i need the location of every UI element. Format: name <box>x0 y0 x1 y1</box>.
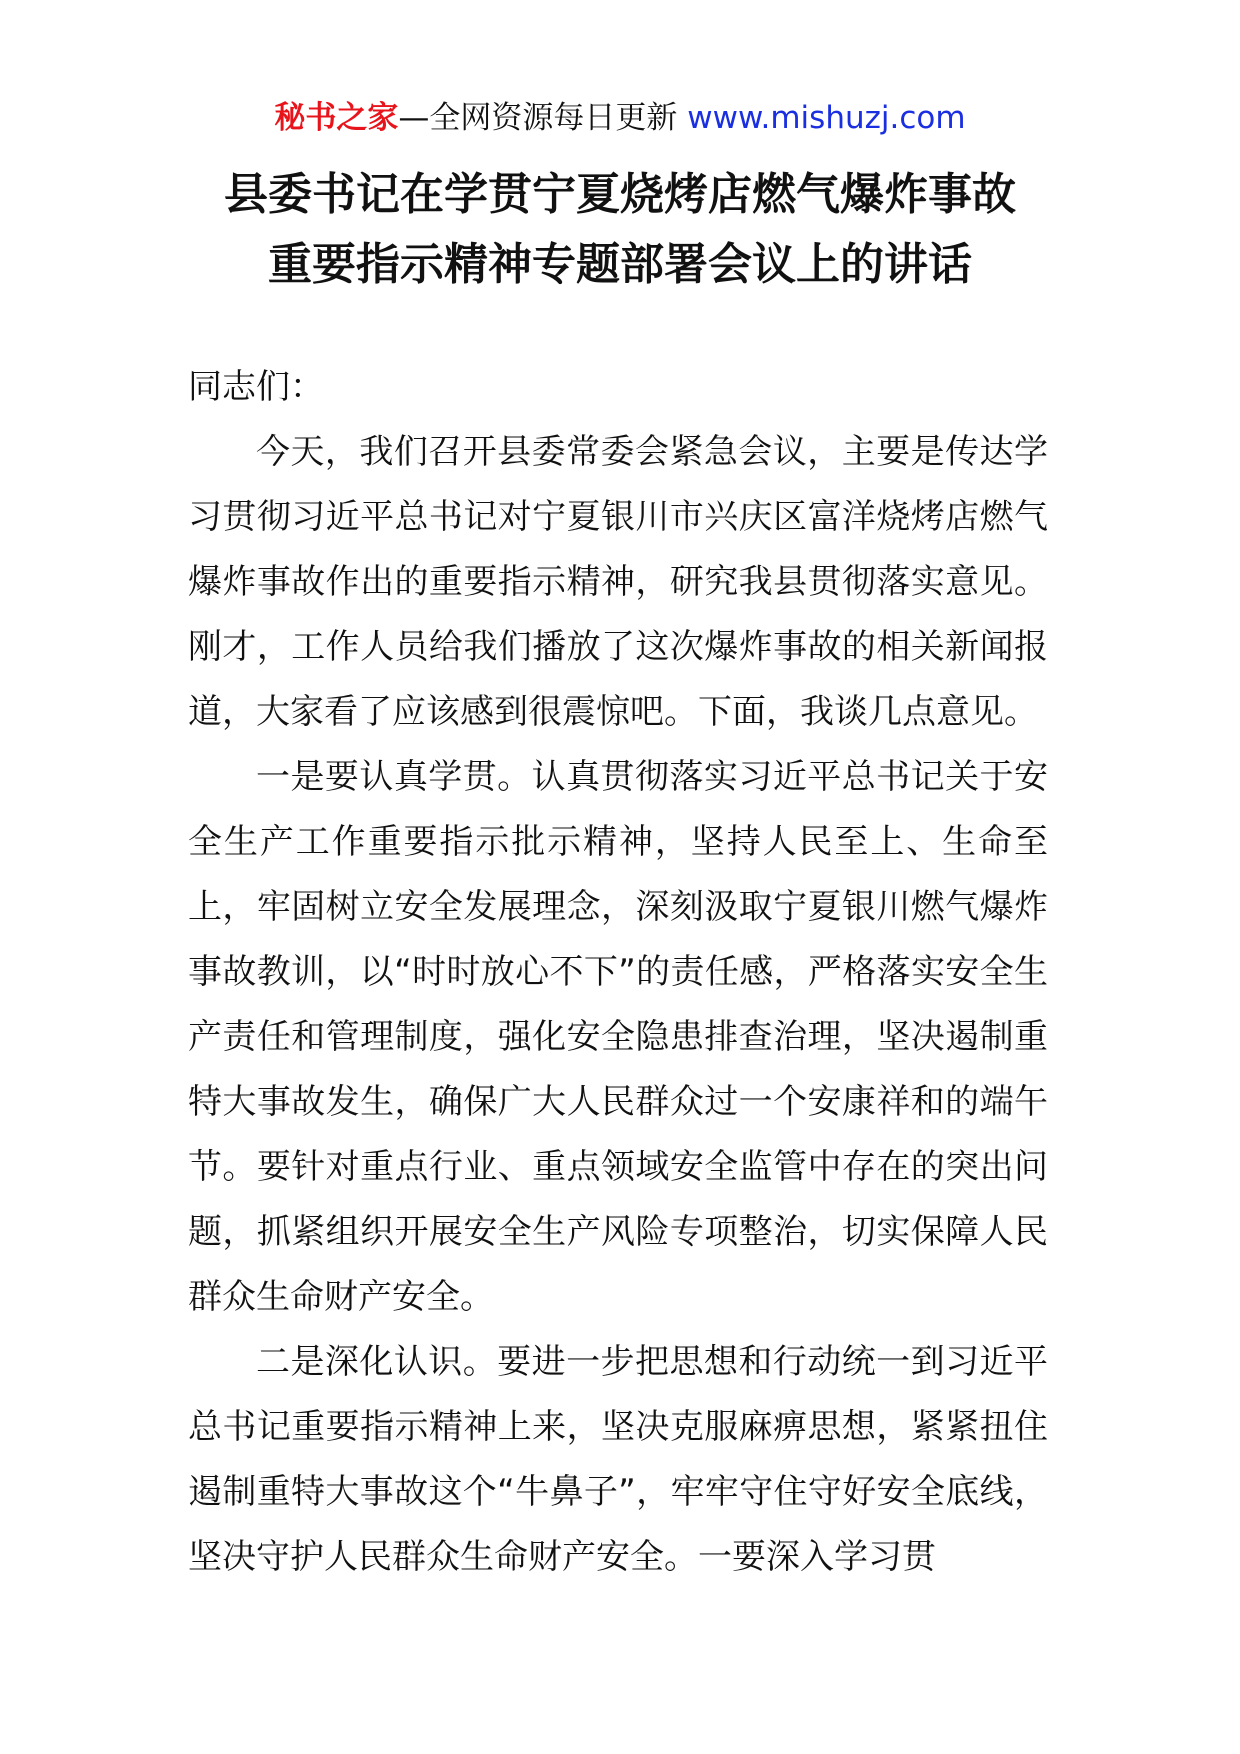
paragraph-point-one: 一是要认真学贯。认真贯彻落实习近平总书记关于安全生产工作重要指示批示精神，坚持人民至上、生命至上，牢固树立安全发展理念，深刻汲取宁夏银川燃气爆炸事故教训，以“时时放心不下”的责任感，严格落实安全生产责任和管理制度，强化安全隐患排查治理，坚决遏制重特大事故发生，确保广大人民群众过一个安康祥和的端午节。要针对重点行业、重点领域安全监管中存在的突出问题，抓紧组织开展安全生产风险专项整治，切实保障人民群众生命财产安全。 <box>188 757 1048 1317</box>
paragraph-opening: 今天，我们召开县委常委会紧急会议，主要是传达学习贯彻习近平总书记对宁夏银川市兴庆区富洋烧烤店燃气爆炸事故作出的重要指示精神，研究我县贯彻落实意见。刚才，工作人员给我们播放了这次爆炸事故的相关新闻报道，大家看了应该感到很震惊吧。下面，我谈几点意见。 <box>188 432 1048 732</box>
banner-slogan: —全网资源每日更新 <box>398 100 688 136</box>
header-banner <box>0 98 1240 138</box>
title-line-2: 重要指示精神专题部署会议上的讲话 <box>268 239 972 290</box>
document-title <box>0 160 1240 300</box>
brand-name: 秘书之家 <box>274 100 399 136</box>
salutation: 同志们： <box>188 367 324 407</box>
document-body <box>188 355 1048 1590</box>
title-line-1: 县委书记在学贯宁夏烧烤店燃气爆炸事故 <box>224 169 1016 220</box>
website-link[interactable]: www.mishuzj.com <box>687 100 966 136</box>
paragraph-point-two: 二是深化认识。要进一步把思想和行动统一到习近平总书记重要指示精神上来，坚决克服麻痹思想，紧紧扭住遏制重特大事故这个“牛鼻子”，牢牢守住守好安全底线，坚决守护人民群众生命财产安全。一要深入学习贯 <box>188 1342 1048 1577</box>
